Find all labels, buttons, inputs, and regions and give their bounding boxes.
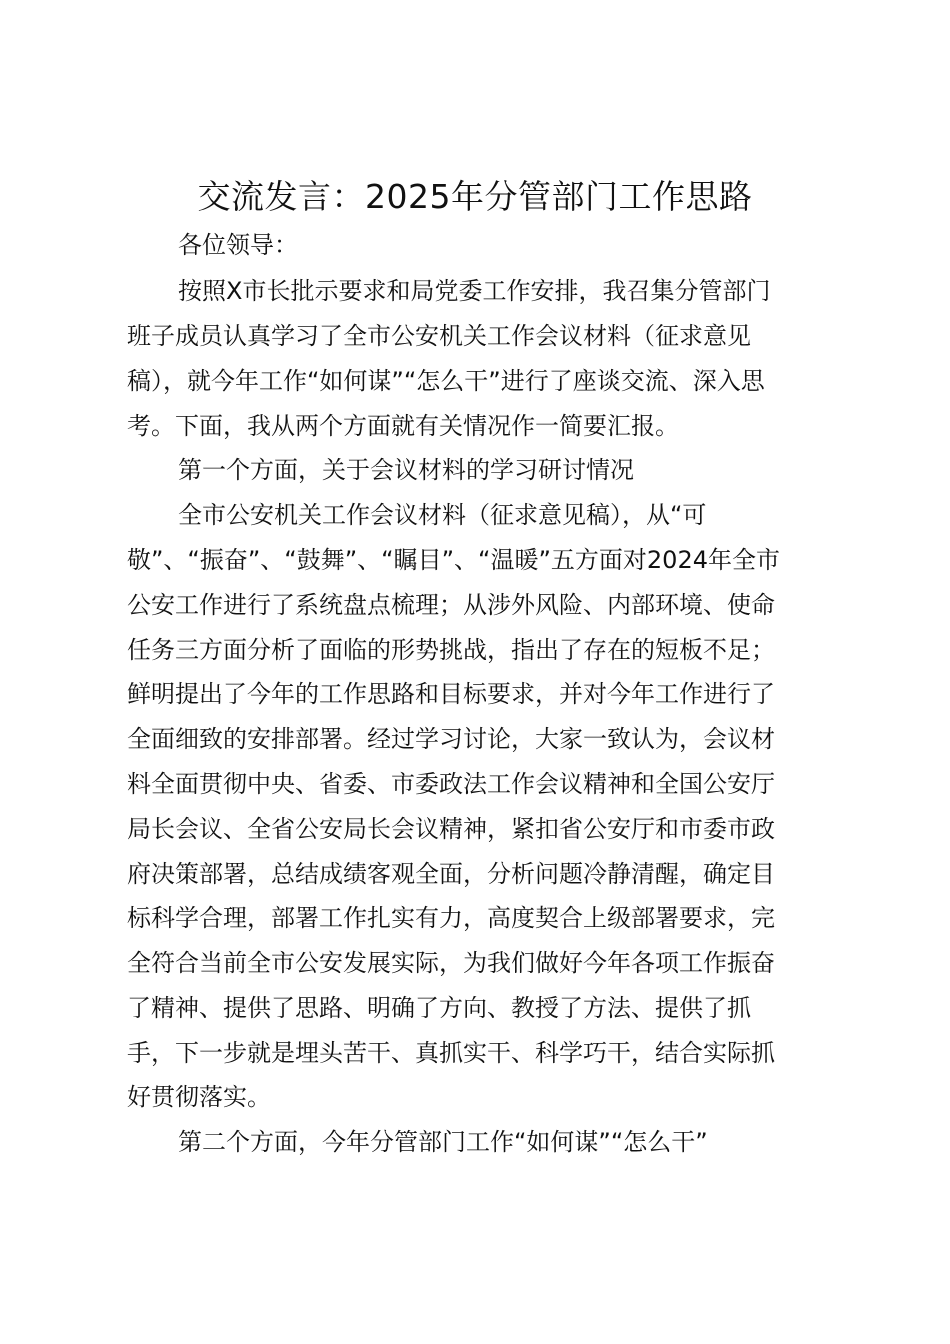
- paragraph-line: 料全面贯彻中央、省委、市委政法工作会议精神和全国公安厅: [127, 770, 775, 798]
- paragraph-line: 考。下面，我从两个方面就有关情况作一简要汇报。: [127, 412, 679, 440]
- paragraph-line: 班子成员认真学习了全市公安机关工作会议材料（征求意见: [127, 322, 751, 350]
- paragraph-line: 按照X市长批示要求和局党委工作安排，我召集分管部门: [178, 277, 771, 305]
- paragraph-line: 手，下一步就是埋头苦干、真抓实干、科学巧干，结合实际抓: [127, 1039, 775, 1067]
- paragraph-line: 公安工作进行了系统盘点梳理；从涉外风险、内部环境、使命: [127, 591, 775, 619]
- paragraph-line: 了精神、提供了思路、明确了方向、教授了方法、提供了抓: [127, 994, 751, 1022]
- section-heading: 第二个方面，今年分管部门工作“如何谋”“怎么干”: [178, 1128, 708, 1156]
- paragraph-line: 鲜明提出了今年的工作思路和目标要求，并对今年工作进行了: [127, 680, 775, 708]
- greeting: 各位领导：: [178, 231, 298, 259]
- paragraph-line: 标科学合理，部署工作扎实有力，高度契合上级部署要求，完: [127, 904, 775, 932]
- paragraph-line: 全符合当前全市公安发展实际，为我们做好今年各项工作振奋: [127, 949, 775, 977]
- paragraph-line: 全市公安机关工作会议材料（征求意见稿），从“可: [178, 501, 707, 529]
- paragraph-line: 好贯彻落实。: [127, 1083, 271, 1111]
- paragraph-line: 稿），就今年工作“如何谋”“怎么干”进行了座谈交流、深入思: [127, 367, 765, 395]
- paragraph-line: 府决策部署，总结成绩客观全面，分析问题冷静清醒，确定目: [127, 860, 775, 888]
- paragraph-line: 全面细致的安排部署。经过学习讨论，大家一致认为，会议材: [127, 725, 775, 753]
- paragraph-line: 局长会议、全省公安局长会议精神，紧扣省公安厅和市委市政: [127, 815, 775, 843]
- paragraph-line: 任务三方面分析了面临的形势挑战，指出了存在的短板不足；: [127, 636, 775, 664]
- paragraph-line: 敬”、“振奋”、“鼓舞”、“瞩目”、“温暖”五方面对2024年全市: [127, 546, 780, 574]
- section-heading: 第一个方面，关于会议材料的学习研讨情况: [178, 456, 634, 484]
- document-title: 交流发言：2025年分管部门工作思路: [197, 177, 753, 216]
